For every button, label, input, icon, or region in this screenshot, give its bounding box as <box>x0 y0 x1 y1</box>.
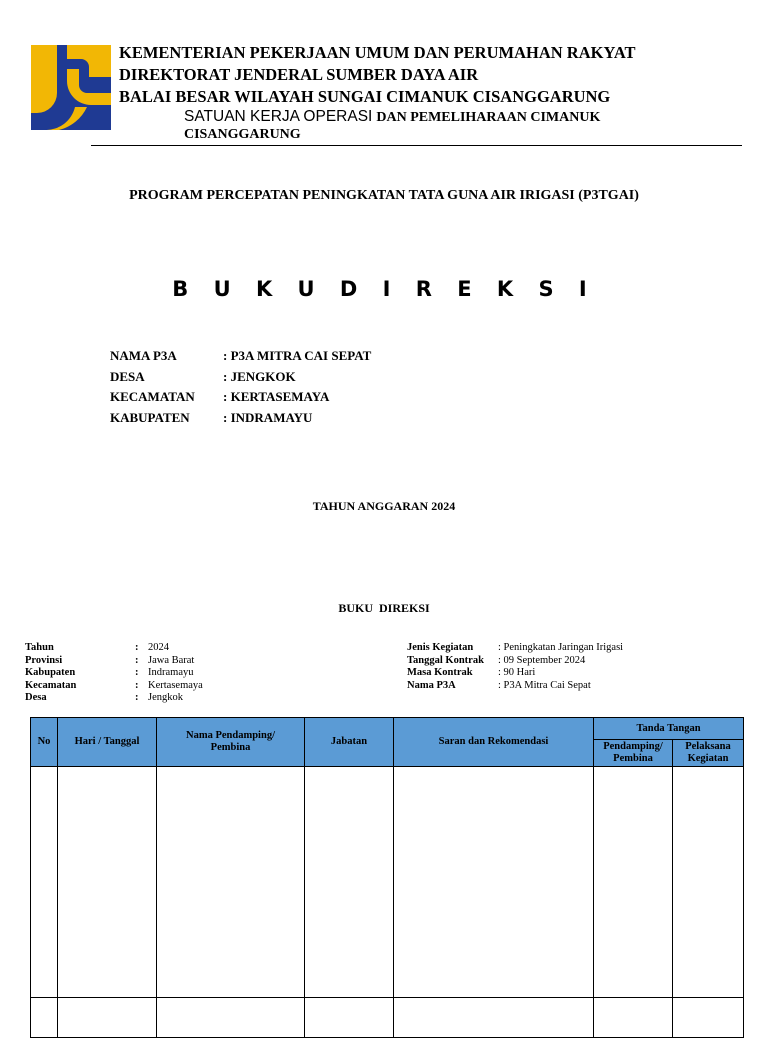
col-header-no: No <box>31 718 58 767</box>
col-header-signature: Tanda Tangan <box>594 718 744 740</box>
col-header-sig-companion <box>594 740 673 767</box>
table-cell[interactable] <box>594 998 673 1038</box>
table-cell[interactable] <box>58 767 157 998</box>
info-separator: : <box>135 667 139 678</box>
info-label: Desa <box>25 692 47 703</box>
identity-value: : KERTASEMAYA <box>223 389 330 404</box>
identity-label: DESA <box>110 368 145 384</box>
info-label: Kabupaten <box>25 667 76 678</box>
table-cell[interactable] <box>673 998 744 1038</box>
table-row <box>31 998 744 1038</box>
satker-part-1: SATUAN KERJA OPERASI <box>184 108 373 125</box>
table-cell[interactable] <box>31 998 58 1038</box>
program-title: PROGRAM PERCEPATAN PENINGKATAN TATA GUNA AIR IRIGASI (P3TGAI) <box>129 188 639 203</box>
info-label: Tanggal Kontrak <box>407 654 484 666</box>
table-cell[interactable] <box>58 998 157 1038</box>
table-row <box>31 767 744 998</box>
fiscal-year: TAHUN ANGGARAN 2024 <box>312 499 456 513</box>
col-header-date: Hari / Tanggal <box>58 718 157 767</box>
table-cell[interactable] <box>594 767 673 998</box>
identity-label: KECAMATAN <box>110 389 195 404</box>
identity-label: KABUPATEN <box>110 409 190 425</box>
ministry-name: KEMENTERIAN PEKERJAAN UMUM DAN PERUMAHAN RAKYAT <box>119 43 636 62</box>
info-separator: : <box>135 642 139 653</box>
info-label: Provinsi <box>25 654 63 666</box>
sig-companion-line2: Pembina <box>613 753 653 764</box>
info-value: 2024 <box>148 642 169 653</box>
balai-name: BALAI BESAR WILAYAH SUNGAI CIMANUK CISANGGARUNG <box>119 87 611 106</box>
sig-executor-line2: Kegiatan <box>687 753 729 764</box>
info-separator: : <box>135 679 139 691</box>
info-label: Jenis Kegiatan <box>407 642 474 653</box>
info-label: Nama P3A <box>407 679 456 691</box>
col-header-companion-line1: Nama Pendamping/ <box>186 730 275 741</box>
sig-companion-line1: Pendamping/ <box>603 741 663 752</box>
info-separator: : <box>135 692 139 703</box>
info-value: : Peningkatan Jaringan Irigasi <box>498 642 624 653</box>
col-header-advice: Saran dan Rekomendasi <box>394 718 594 767</box>
col-header-companion-line2: Pembina <box>210 742 251 753</box>
book-title: B U K U D I R E K S I <box>172 277 596 301</box>
info-separator: : <box>135 654 139 666</box>
col-header-companion <box>157 718 305 767</box>
info-value: : 90 Hari <box>498 667 536 678</box>
info-value: Kertasemaya <box>148 679 203 691</box>
info-label: Tahun <box>25 642 54 653</box>
direction-table <box>30 717 744 1038</box>
identity-value: : JENGKOK <box>223 368 296 384</box>
table-cell[interactable] <box>157 998 305 1038</box>
info-label: Masa Kontrak <box>407 667 473 678</box>
table-cell[interactable] <box>305 998 394 1038</box>
table-cell[interactable] <box>673 767 744 998</box>
info-label: Kecamatan <box>25 679 77 691</box>
header-divider <box>91 145 742 146</box>
info-value: : P3A Mitra Cai Sepat <box>498 679 591 691</box>
info-value: Jengkok <box>148 692 183 703</box>
satker-line-1 <box>184 108 600 126</box>
section-title: BUKU DIREKSI <box>338 601 430 615</box>
col-header-sig-executor <box>673 740 744 767</box>
table-cell[interactable] <box>31 767 58 998</box>
info-value: Jawa Barat <box>148 654 195 666</box>
table-cell[interactable] <box>157 767 305 998</box>
pupr-logo <box>31 45 111 130</box>
identity-value: : P3A MITRA CAI SEPAT <box>223 348 372 363</box>
table-cell[interactable] <box>305 767 394 998</box>
identity-label: NAMA P3A <box>110 348 177 363</box>
identity-value: : INDRAMAYU <box>223 409 313 425</box>
sig-executor-line1: Pelaksana <box>685 741 731 752</box>
directorate-name: DIREKTORAT JENDERAL SUMBER DAYA AIR <box>119 65 479 84</box>
satker-part-2: DAN PEMELIHARAAN CIMANUK <box>376 110 601 125</box>
info-value: Indramayu <box>148 667 194 678</box>
info-value: : 09 September 2024 <box>498 654 586 666</box>
satker-line-2: CISANGGARUNG <box>184 127 301 142</box>
col-header-position: Jabatan <box>305 718 394 767</box>
table-cell[interactable] <box>394 998 594 1038</box>
table-cell[interactable] <box>394 767 594 998</box>
